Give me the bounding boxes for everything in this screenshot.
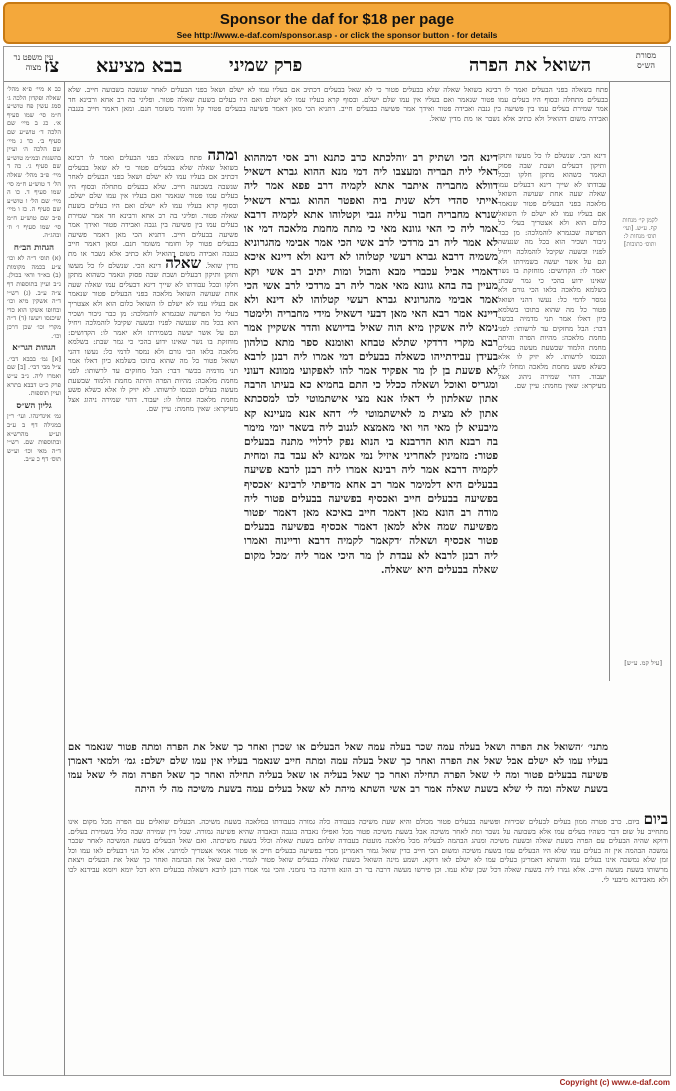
header-divider [4, 81, 670, 82]
top-commentary [68, 85, 608, 149]
gemara-text: דינא הכי ושתיק רב ׳והלכתא כרב כתנא ורב אסי דמההוא דאלי ליה תבריה ומעצבו ליה דמי מנא ההוא גברא דשאיל דוולא מחבריה איתבר אתא לקמיה דרב פפא אמר ליה אייתי סהדי דלא שנית ביה ואפטר ההוא גברא דשאיל שנרא מחבריה חבור עליה גנבי וקטלוהו אתא לקמיה דרבא אמר ליה כי האי גוונא מאי כי מתה מחמת מלאכה דמי או לא אמר ליה רב מרדכי לרב אשי הכי אמר אבימי מהגרוניא משמיה דרבא גברא רעשי קטלוהו לא דינא ולא דיינא איכא דאמרי אביל עכברי מבא והבול ומות יתיב רב אשי וקא מעיין בה בהא גוונא מאי אמר ליה רב מרדכי לרב אשי הכי אמר אבימי מהגרוניא גברא רעשי קטלוהו לא דינא ולא דיינא אמר רבא האי מאן דבעי דשאיל מידי מחבריה ולימטר נימא ליה אשקין מיא הוה שאיל בדיושא והדר אשקיין אמר רבא מקרי דרדקי שתלא טבחא ואומנא ספר מתא כולהון בעידן עבידתייהו כשאלה בבעלים דמי אמרו ליה רבנן לרבא לא פשעת בן לן מר אפקיד אמר להו לאפקועי ממונא דעוני ומגריס ואוכל ושאלה ככלל כי התם בחמיא כא בעיתו הרבה אתון שאלתון לי דאלו אנא מצי אישתמוטי לכו למסכתא אתון לא מצית מ לאישתמוטי לי׳ דהא אנא מעיינא קא מיבעיא לן מאי הוי ואי מאמצא לגנוב ליה בשאר יומי מימר בה רבנא הוא הדרבנא בי הנוא נפק לרלויי מתנה בבעלים פטור: מזמינין לאחריני איזיל נמי אמינא לא עבד בה ומחית לקמיה דרבא אמר ליה רבינא אמרו ליה רבנן לרבא פשיעה בבעלים היא דלמימר אמר רב אחא מדיפתי לרבינא ׳אכסיף בפשיעה בבעלים חייב ואכסיף בפשיעה בבעלים פטור ליה מודה רב הונא מאן דאמר חייב באיכא מאן דאמר ׳פטור מפשיעה שמה אלא למאן דאמר אכסיף בפשיעה בבעלים פטור אכסיף ושאלה ׳דקאמר לקמיה דרבא ודיינוה ואמרו ליה רבנן לרבא לא עבדת לן מר היכי אמר ליה ׳מכל מקום שאלה בבעלים היא ׳שאלה. [244, 152, 498, 576]
hagahot-bach-title: הגהות הב״ח [13, 242, 55, 253]
talmud-page [3, 46, 671, 1076]
masoret-heading: מסורת הש״ס [635, 51, 657, 70]
hagahot-gra-title: הגהות הגר״א [12, 343, 56, 354]
mishnah-block [68, 741, 608, 811]
tractate-name: בבא מציעא [96, 55, 183, 77]
sponsor-link[interactable]: See http://www.e-daf.com/sponsor.asp - or click the sponsor button - for details [176, 30, 498, 40]
left-margin-notes [7, 85, 61, 1075]
chapter-number: פרק שמיני [229, 55, 303, 76]
sponsor-banner[interactable] [3, 2, 671, 44]
page-header [4, 49, 670, 79]
tosafot-text-2: דינא הכי. שנשלם לו כל מעשו ותוקן ותיקון דבעלים ושבת שבה פסוק ונאמר כשהוא מתקן חלקו ובכל עבודתו לא שייך דינא דבעלים עמו שאלה שעה אחת שעושה השואל מלאכה בפני הבעלים פטור שנאמר אם בעליו עמו לא ישלם לו השואל כלום הוא ולא אצטריך בעלי כל הפרשה שבגמרא לוהמלכה: מן כבר גיבור ושכיר הוא בכל מה שנעשה לפניו ובשעה שקיבל לוהמלכה ויחיל וגם על אשר יעשה בשמירתו ולא יאמר לו: הקדושים: מוחזקת בו נשר שאינו ידוע בהכי כי גמר שבת: בשלמא מלאכה בלאו הכי גורם ולא נמסר לדמי כל: נעשו דהני ושואל פטור כל מה שהוא בתוכו בשלמא כיון דאלו אמר תני מדמיה בכשר דבר: הבל מחזקים עד לרשותו: לפני מחמת מלאכה: מהיות הפרה והיתה מחמת הלמוד שבשעת מעשה בעלים ונכנסו לרשותו. לא יזיק לו אלא כשלא פשע מחמת מלאכה ומחלו לו: יעבוד. דהוי שמירה ניהוג אצל מעיקרא: שאין מחמת: עיין שם. [68, 260, 238, 414]
bottom-commentary-text: ביום. כרב פטרה ממון בעלים לבעלים שכירות ופשיעה בבעלים פטור מכולם והיא שעת משיכה בעבודה כלה גמורה בעבודתו במלאכה בשעת משיכה. הבעלים שואלים עם הפרה מכל מקום אינו מתחייב על שום דבר כשהיו בעלים עמו אלא בשבועה על נשבר ומת לאחר משיכה אבל בשעת משיכה פטור מכל ואפילו נאבדה בגנבה ובאבדה שהיא פשיעה גמורה. שכל דין שמירה שבה כלל בשמירת בעלים. ודוקא שהיה הבעלים עם הפרה בשעת שאלה ובשעת משיכה ומנהג הבהמה לבעליה מכל מלאכה מועטת בעבודה שלהם בשעת שאלה וכלל בשעת משיכתה. ואם שאל הבעלים בשעת המשיכה לאחר שכבר נמשכה הבהמה אין זה בעלים עמו שלא היו הבעלים עמו בשעת משיכה ומשום הכי חייב כדין שואל גמור דאמרינן מכדי בפשיעה בבעלים חייב או פטור אמאי אצטריך למיתני. אלא כל הני דבעלים לאו עמו וכל זמן שלא נמשכה אינו בעלים עמו והשתא דאמרינן בעלים עמו לא ישלם לאו דוקא. ושמע מינה השואל בשעת שאלה בבעלים שואל פטור לגמרי. ואם שאל את הבהמה ואחר כך שאל את הבעלים ויצאת מרשותו בשעת מעשה חייב. אלא גמרו ליה בשעת שאלה דכל שכן שלא עמו. וכן פירשו מעשה דרבה בר רב הונא ודרבה בר נחמני. והכי נמי אמרו רבנן לרבא דשאלה בבעלים היא דכל יומא ויומא עבידנא לכו ולא מאבידנא מיבעי לי. [68, 817, 668, 884]
right-margin-divider [609, 81, 610, 681]
top-commentary-text: פתח בשאלה בפני הבעלים ואמר לו רבינא בשואל שאלה שלא בבעלים פטור כי לא שאל בבעלים דכתיב אם בעליו עמו לא ישלם ושאל בפני הבעלים לאחר שנשבה בשבועה חייב. שלא בבעלים מתחלה ובסוף היו בעלים עמו פטור שנאמר ואם בעליו אין עמו שלם ישלם. ובסוף קרא בעליו עמו לא ישלם ואם היו בעלים בשעת שאלה פטור. ופליגי בה רב אחא ורבינא חד אמר שמירת בעלים עמו בין פשיעה בין גנבה ואבידה פטור ואידך אמר פשיעה בבעלים חייב. דתניא הכי מאן דאמר פשיעה בבעלים פטור קל וחומר משומר חנם. ומאן דאמר חייב בגנבה ואבידה משום דהואיל ולא כתיב אלא נשבר או מת מדין שואל. [68, 85, 608, 123]
copyright-link[interactable]: Copyright (c) www.e-daf.com [559, 1078, 670, 1087]
rashi-commentary [498, 151, 606, 741]
chapter-title: השואל את הפרה [469, 55, 592, 76]
tosafot-dibbur-2: שאלה [165, 253, 202, 272]
bottom-commentary [68, 815, 668, 1073]
hagahot-gra-text: [א] גמ׳ בבבא דבי׳. צ״ל מבי דבי׳. [ב] שם ואמרו ליה. נ״ב ע״ש פרק כ״ט דבבא בתרא ועיין תוספות. [7, 354, 61, 398]
tosafot-dibbur: ומתה [207, 151, 238, 164]
gemara-text-block [244, 151, 498, 741]
sponsor-title[interactable]: Sponsor the daf for $18 per page [219, 11, 455, 28]
tosafot-commentary [68, 151, 238, 739]
rashi-text: דינא הכי. שנשלם לו כל מעשו ותוקן ותיקון דבעלים ושבת שבה פסוק ונאמר כשהוא מתקן חלקו ובכל עבודתו לא שייך דינא דבעלים עמו שאלה שעה אחת שעושה השואל מלאכה בפני הבעלים פטור שנאמר אם בעליו עמו לא ישלם לו השואל כלום הוא ולא אצטריך בעלי כל הפרשה שבגמרא לוהמלכה: מן כבר גיבור ושכיר הוא בכל מה שנעשה לפניו ובשעה שקיבל לוהמלכה ויחיל וגם על אשר יעשה בשמירתו ולא יאמר לו: הקדושים: מוחזקת בו נשר שאינו ידוע בהכי כי גמר שבת: בשלמא מלאכה בלאו הכי גורם ולא נמסר לדמי כל: נעשו דהני ושואל פטור כל מה שהוא בתוכו בשלמא כיון דאלו אמר תני מדמיה בכשר דבר: הבל מחזקים עד לרשותו: לפני מחמת מלאכה: מהיות הפרה והיתה מחמת הלמוד שבשעת מעשה בעלים ונכנסו לרשותו. לא יזיק לו אלא כשלא פשע מחמת מלאכה ומחלו לו: יעבוד. דהוי שמירה ניהוג אצל מעיקרא: שאין מחמת: עיין שם. [498, 151, 606, 391]
gilyon-hashas-text: גמ׳ אינדינהו. ועי׳ ר״ן במגילה דף ב ע״ב וע״ש מהרש״א ובתוספות שם. רש״י ד״ה מאי וכו׳ וע״ש תוס׳ דף כ ע״ב. [7, 412, 61, 464]
folio-number: צז [44, 55, 60, 77]
mishnah-text: מתני׳ ׳השואל את הפרה ושאל בעלה עמה שכר בעלה עמה שאל הבעלים או שכרן ואחר כך שאל את הפרה ומתה פטור שנאמר אם בעליו עמו לא ישלם אבל שאל את הפרה ואחר כך שאל בעלה עמה ומתה חייב שנאמר בעליו אין עמו שלם ישלם: גמ׳ ולמאי דאמרן פשיעה בבעלים פטור ומה לי שאל הפרה תחילה ואחר כך שאל בעליה או שאל בעליה תחילה ואחר כך שאל הפרה ומה לי שאל עמו בשעת שאלה ומה לי שלא בשעת שאלה אמר רב אשי השתא מיהת לא שאל בעלים עמה בשעת משיכה מה לי היתה [68, 742, 608, 795]
ein-mishpat-text: כב א מיי׳ פ״א מהל׳ שאלה ופקדון הלכה ג׳ סמג עשין פח טוש״ע ח״מ סי׳ שמו סעיף א׳. כג ב מיי׳ שם הלכה ד׳ טוש״ע שם סעיף ב׳. כד ג מיי׳ שם הלכה ה׳ ועיין בהשגות ובמ״מ טוש״ע שם סעיף ג׳. כה ד מיי׳ פ״ב מהל׳ שאלה הל׳ ד טוש״ע ח״מ סי׳ שמו סעיף ד. כו ה מיי׳ שם הל׳ ו טוש״ע שם סעיף ה. כז ו מיי׳ פ״ב שם טוש״ע ח״מ סי׳ שמו סעיף ו׳ וז׳ ובהג״ה. [7, 85, 61, 240]
masoret-hashas-note: לקמן קי׳ מנחות קף. ע״ש. [ועי׳ תוס׳ מנחות ל: ותוס׳ כתובות] [622, 217, 658, 248]
margin-reference: [עיל קמ. ע״ש] [624, 659, 662, 667]
gilyon-hashas-title: גליון הש״ס [16, 400, 52, 411]
hagahot-bach-text: (א) תוס׳ ד״ה לא וכו׳ צ״ע בכמה מקומות (ב) בא״ד ודאי בכולן. נ״ב ועיין בתוספות דף צ״ה ע״ב. (ג) רש״י ד״ה אשקין מיא וכו׳ ובחופו אשקו הוא כדי שיכנסו ויעשו (ד) ד״ה מקרי וכו׳ שכן דרכן וכו׳. [7, 254, 61, 340]
ein-mishpat-heading: עין משפט נר מצוה [13, 53, 54, 72]
bottom-dibbur: ביום [643, 815, 668, 828]
tosafot-text: פתח בשאלה בפני הבעלים ואמר לו רבינא בשואל שאלה שלא בבעלים פטור כי לא שאל בבעלים דכתיב אם בעליו עמו לא ישלם ושאל בפני הבעלים לאחר שנשבה בשבועה חייב. שלא בבעלים מתחלה ובסוף היו בעלים עמו פטור שנאמר ואם בעליו אין עמו שלם ישלם. ובסוף קרא בעליו עמו לא ישלם ואם היו בעלים בשעת שאלה פטור. ופליגי בה רב אחא ורבינא חד אמר שמירת בעלים עמו בין פשיעה בין גנבה ואבידה פטור ואידך אמר פשיעה בבעלים חייב. דתניא הכי מאן דאמר פשיעה בבעלים פטור קל וחומר משומר חנם. ומאן דאמר חייב בגנבה ואבידה משום דהואיל ולא כתיב אלא נשבר או מת מדין שואל. [68, 153, 238, 270]
left-margin-divider [64, 81, 65, 1076]
